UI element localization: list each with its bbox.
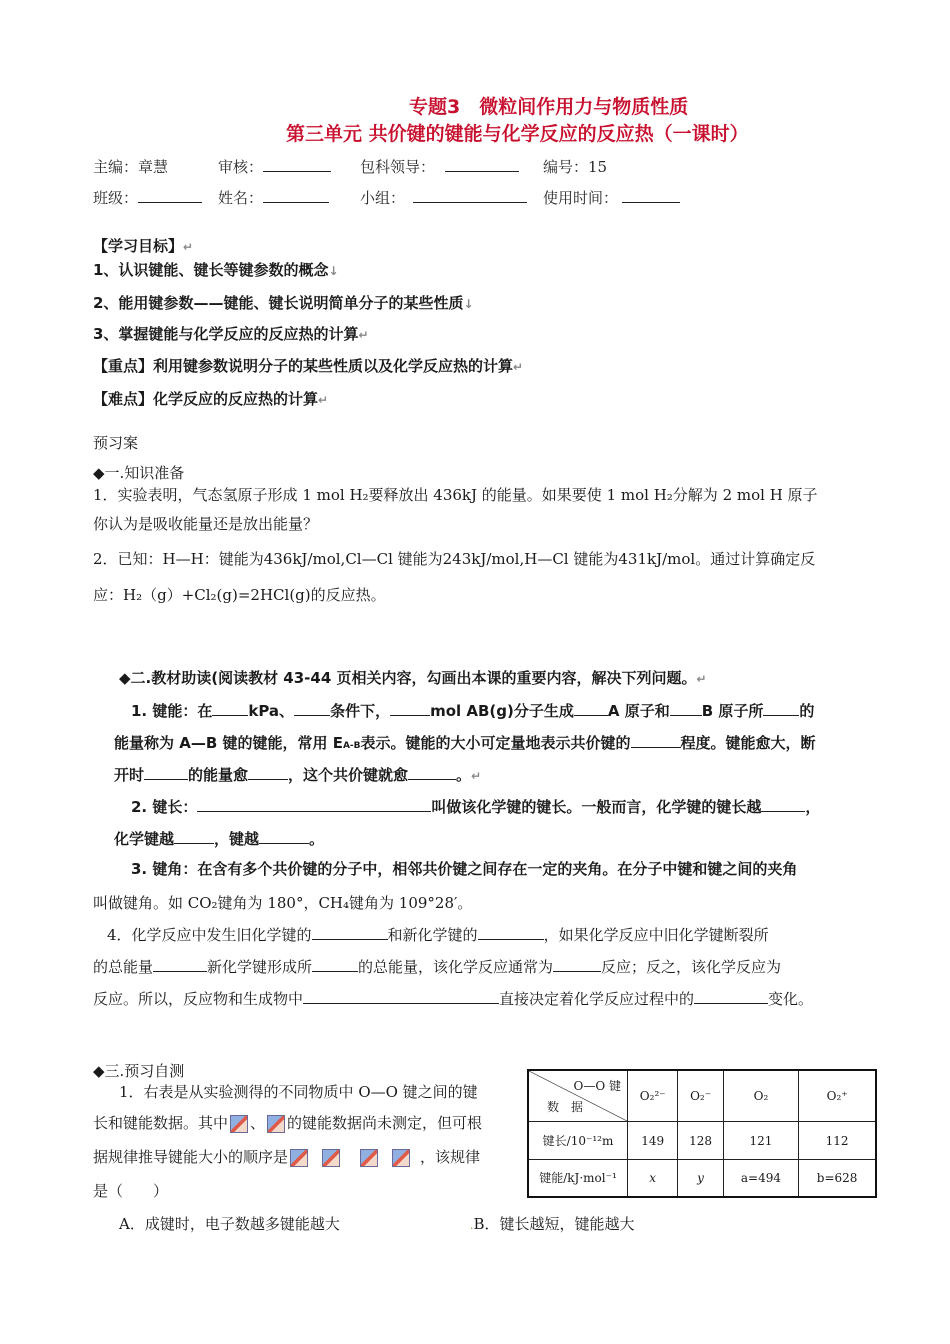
blank[interactable] bbox=[631, 733, 681, 748]
leader-blank[interactable] bbox=[445, 157, 519, 172]
row-label: 键能/kJ·mol⁻¹ bbox=[528, 1160, 628, 1197]
blank[interactable] bbox=[303, 989, 499, 1004]
row-label: 键长/10⁻¹²m bbox=[528, 1122, 628, 1160]
item2-line1: 2. 键长： 叫做该化学键的键长。一般而言，化学键的键长越 ， bbox=[131, 798, 821, 816]
table-cell: a=494 bbox=[723, 1160, 798, 1197]
blank[interactable] bbox=[174, 829, 214, 844]
table-cell: x bbox=[628, 1160, 678, 1197]
broken-image-icon bbox=[392, 1149, 410, 1167]
time-blank[interactable] bbox=[622, 188, 680, 203]
bond-data-table bbox=[527, 1069, 877, 1198]
meta-number: 编号：15 bbox=[543, 158, 608, 176]
section2-heading: ◆二.教材助读(阅读教材 43-44 页相关内容，勾画出本课的重要内容，解决下列问题。↵ bbox=[119, 669, 707, 687]
blank[interactable] bbox=[390, 701, 430, 716]
name-blank[interactable] bbox=[263, 188, 329, 203]
table-corner: O—O 键 数 据 bbox=[528, 1070, 628, 1122]
blank[interactable] bbox=[312, 925, 388, 940]
section3-q1-line1: 1．右表是从实验测得的不同物质中 O—O 键之间的键 bbox=[119, 1083, 478, 1101]
page-subtitle: 第三单元 共价键的键能与化学反应的反应热（一课时） bbox=[286, 123, 749, 145]
item2-line2: 化学键越 ，键越 。 bbox=[114, 830, 325, 848]
blank[interactable] bbox=[670, 701, 702, 716]
broken-image-icon bbox=[290, 1149, 308, 1167]
meta-class: 班级： bbox=[93, 187, 202, 208]
item3-line2: 叫做键角。如 CO₂键角为 180°，CH₄键角为 109°28′。 bbox=[93, 894, 473, 912]
broken-image-icon bbox=[360, 1149, 378, 1167]
blank[interactable] bbox=[574, 701, 608, 716]
goal-item: 1、认识键能、键长等键参数的概念↓ bbox=[93, 261, 339, 279]
table-row bbox=[528, 1160, 876, 1197]
blank[interactable] bbox=[259, 829, 309, 844]
table-cell: 112 bbox=[799, 1122, 876, 1160]
section1-q2-line2: 应：H₂（g）+Cl₂(g)=2HCl(g)的反应热。 bbox=[93, 586, 386, 604]
table-cell: 128 bbox=[678, 1122, 723, 1160]
reviewer-blank[interactable] bbox=[263, 157, 331, 172]
table-header: O₂ bbox=[723, 1070, 798, 1122]
meta-reviewer: 审核： bbox=[218, 156, 331, 177]
item1-line2: 能量称为 A—B 键的键能，常用 EA-B表示。键能的大小可定量地表示共价键的 程度。键能愈大，断 bbox=[114, 734, 816, 752]
section1-heading: ◆一.知识准备 bbox=[93, 464, 185, 482]
table-cell: y bbox=[678, 1160, 723, 1197]
option-b: .B．键长越短，键能越大 bbox=[470, 1215, 635, 1233]
blank[interactable] bbox=[144, 765, 188, 780]
blank[interactable] bbox=[763, 701, 799, 716]
blank[interactable] bbox=[761, 797, 805, 812]
blank[interactable] bbox=[212, 701, 248, 716]
meta-leader: 包科领导： bbox=[360, 156, 519, 177]
goals-heading: 【学习目标】↵ bbox=[93, 237, 194, 255]
section1-q1-line1: 1．实验表明，气态氢原子形成 1 mol H₂要释放出 436kJ 的能量。如果要使 1 mol H₂分解为 2 mol H 原子 bbox=[93, 486, 818, 504]
blank[interactable] bbox=[153, 957, 207, 972]
section1-q2-line1: 2．已知：H—H：键能为436kJ/mol,Cl—Cl 键能为243kJ/mol,H—Cl 键能为431kJ/mol。通过计算确定反 bbox=[93, 550, 816, 568]
item4-line3: 反应。所以，反应物和生成物中 直接决定着化学反应过程中的 变化。 bbox=[93, 990, 814, 1008]
blank[interactable] bbox=[248, 765, 288, 780]
blank[interactable] bbox=[197, 797, 431, 812]
table-header: O₂²⁻ bbox=[628, 1070, 678, 1122]
option-a: A．成键时，电子数越多键能越大 bbox=[119, 1215, 340, 1233]
key-point: 【重点】利用键参数说明分子的某些性质以及化学反应热的计算↵ bbox=[93, 357, 524, 375]
class-blank[interactable] bbox=[138, 188, 202, 203]
broken-image-icon bbox=[267, 1115, 285, 1133]
item4-line2: 的总能量 新化学键形成所 的总能量，该化学反应通常为 反应；反之，该化学反应为 bbox=[93, 958, 782, 976]
section3-q1-line3: 据规律推导键能大小的顺序是 ，该规律 bbox=[93, 1148, 481, 1166]
section3-heading: ◆三.预习自测 bbox=[93, 1062, 185, 1080]
section3-q1-line2: 长和键能数据。其中 、 的键能数据尚未测定，但可根 bbox=[93, 1114, 483, 1132]
broken-image-icon bbox=[322, 1149, 340, 1167]
item3-line1: 3. 键角：在含有多个共价键的分子中，相邻共价键之间存在一定的夹角。在分子中键和键之间的夹角 bbox=[131, 860, 798, 878]
blank[interactable] bbox=[694, 989, 768, 1004]
meta-name: 姓名： bbox=[218, 187, 329, 208]
blank[interactable] bbox=[294, 701, 330, 716]
meta-group: 小组： bbox=[360, 187, 527, 208]
section1-q1-line2: 你认为是吸收能量还是放出能量？ bbox=[93, 515, 319, 533]
item4-line1: 4．化学反应中发生旧化学键的 和新化学键的 ，如果化学反应中旧化学键断裂所 bbox=[107, 926, 769, 944]
goal-item: 3、掌握键能与化学反应的反应热的计算↵ bbox=[93, 325, 369, 343]
goal-item: 2、能用键参数——键能、键长说明简单分子的某些性质↓ bbox=[93, 294, 474, 312]
meta-time: 使用时间： bbox=[543, 187, 680, 208]
section3-q1-line4: 是（ ） bbox=[93, 1182, 169, 1200]
preview-label: 预习案 bbox=[93, 434, 139, 452]
broken-image-icon bbox=[230, 1115, 248, 1133]
group-blank[interactable] bbox=[413, 188, 527, 203]
blank[interactable] bbox=[553, 957, 601, 972]
table-header: O₂⁺ bbox=[799, 1070, 876, 1122]
item1-line1: 1. 键能：在 kPa、 条件下， mol AB(g)分子生成 A 原子和 B 原子所 的 bbox=[131, 702, 815, 720]
item1-line3: 开时 的能量愈 ，这个共价键就愈 。↵ bbox=[114, 766, 482, 784]
table-header: O₂⁻ bbox=[678, 1070, 723, 1122]
blank[interactable] bbox=[312, 957, 358, 972]
page-title: 专题3 微粒间作用力与物质性质 bbox=[409, 96, 689, 118]
blank[interactable] bbox=[408, 765, 456, 780]
table-cell: 149 bbox=[628, 1122, 678, 1160]
table-row bbox=[528, 1122, 876, 1160]
meta-editor: 主编：章慧 bbox=[93, 158, 169, 176]
difficulty: 【难点】化学反应的反应热的计算↵ bbox=[93, 390, 329, 408]
blank[interactable] bbox=[478, 925, 544, 940]
table-cell: b=628 bbox=[799, 1160, 876, 1197]
table-cell: 121 bbox=[723, 1122, 798, 1160]
